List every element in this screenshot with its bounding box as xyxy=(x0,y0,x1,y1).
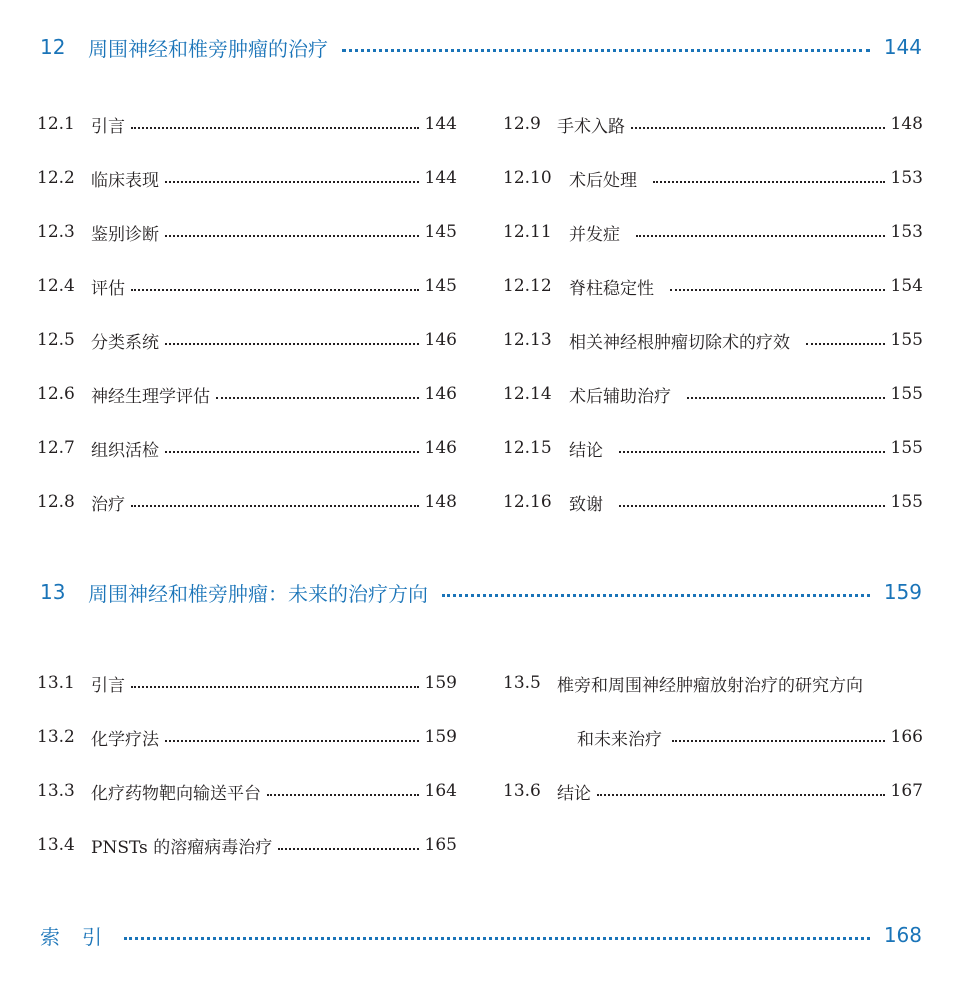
leader-dots xyxy=(165,740,419,742)
section-page: 145 xyxy=(424,222,457,242)
section-title: 相关神经根肿瘤切除术的疗效 xyxy=(569,332,790,353)
section-title: 致谢 xyxy=(569,494,603,515)
chapter-number: 13 xyxy=(40,580,66,604)
toc-entry-13-3[interactable] xyxy=(37,777,457,805)
section-title-line-1: 椎旁和周围神经肿瘤放射治疗的研究方向 xyxy=(557,675,863,696)
section-number: 13.1 xyxy=(37,673,75,693)
section-number: 13.3 xyxy=(37,781,75,801)
section-title: PNSTs 的溶瘤病毒治疗 xyxy=(91,837,273,858)
chapter-12-heading[interactable] xyxy=(40,32,922,62)
section-number: 12.6 xyxy=(37,384,75,404)
section-page: 148 xyxy=(890,114,923,134)
section-page: 154 xyxy=(890,276,923,296)
section-title: 鉴别诊断 xyxy=(91,224,159,245)
toc-entry-13-2[interactable] xyxy=(37,723,457,751)
leader-dots xyxy=(124,937,870,940)
leader-dots xyxy=(131,505,419,507)
leader-dots xyxy=(131,686,419,688)
section-title: 结论 xyxy=(557,783,591,804)
toc-entry-12-5[interactable] xyxy=(37,326,457,354)
section-number: 12.13 xyxy=(503,330,552,350)
section-page: 164 xyxy=(424,781,457,801)
section-number: 13.2 xyxy=(37,727,75,747)
section-page: 159 xyxy=(424,673,457,693)
index-title: 索引 xyxy=(40,924,124,949)
section-title: 引言 xyxy=(91,675,125,696)
section-number: 12.7 xyxy=(37,438,75,458)
section-title: 评估 xyxy=(91,278,125,299)
leader-dots xyxy=(619,505,885,507)
section-title: 术后处理 xyxy=(569,170,637,191)
chapter-13-heading[interactable] xyxy=(40,577,922,607)
toc-entry-12-1[interactable] xyxy=(37,110,457,138)
section-page: 146 xyxy=(424,438,457,458)
toc-entry-12-7[interactable] xyxy=(37,434,457,462)
section-number: 12.3 xyxy=(37,222,75,242)
section-page: 155 xyxy=(890,330,923,350)
chapter-number: 12 xyxy=(40,35,66,59)
section-number: 12.14 xyxy=(503,384,552,404)
chapter-page: 159 xyxy=(883,580,922,604)
section-title: 分类系统 xyxy=(91,332,159,353)
toc-entry-12-8[interactable] xyxy=(37,488,457,516)
leader-dots xyxy=(131,289,419,291)
section-title: 手术入路 xyxy=(557,116,625,137)
leader-dots xyxy=(687,397,885,399)
section-page: 159 xyxy=(424,727,457,747)
leader-dots xyxy=(597,794,885,796)
toc-entry-12-10[interactable] xyxy=(503,164,923,192)
toc-entry-13-5[interactable] xyxy=(503,669,923,697)
toc-entry-12-14[interactable] xyxy=(503,380,923,408)
toc-entry-12-3[interactable] xyxy=(37,218,457,246)
leader-dots xyxy=(442,594,870,597)
leader-dots xyxy=(619,451,885,453)
section-title: 治疗 xyxy=(91,494,125,515)
index-page: 168 xyxy=(883,923,922,947)
toc-entry-13-5-continued[interactable] xyxy=(577,723,923,751)
toc-entry-13-4[interactable] xyxy=(37,831,457,859)
section-title: 脊柱稳定性 xyxy=(569,278,654,299)
section-number: 12.16 xyxy=(503,492,552,512)
toc-entry-12-15[interactable] xyxy=(503,434,923,462)
section-page: 155 xyxy=(890,438,923,458)
toc-entry-12-2[interactable] xyxy=(37,164,457,192)
toc-entry-12-4[interactable] xyxy=(37,272,457,300)
leader-dots xyxy=(216,397,419,399)
section-page: 167 xyxy=(890,781,923,801)
section-number: 12.9 xyxy=(503,114,541,134)
section-page: 166 xyxy=(890,727,923,747)
toc-entry-12-9[interactable] xyxy=(503,110,923,138)
section-number: 13.5 xyxy=(503,673,541,693)
section-number: 12.4 xyxy=(37,276,75,296)
section-title-line-2: 和未来治疗 xyxy=(577,729,662,750)
section-number: 12.5 xyxy=(37,330,75,350)
toc-entry-13-1[interactable] xyxy=(37,669,457,697)
leader-dots xyxy=(165,343,419,345)
section-page: 144 xyxy=(424,114,457,134)
section-page: 146 xyxy=(424,384,457,404)
section-number: 12.2 xyxy=(37,168,75,188)
section-title: 术后辅助治疗 xyxy=(569,386,671,407)
toc-entry-13-6[interactable] xyxy=(503,777,923,805)
section-number: 12.10 xyxy=(503,168,552,188)
section-page: 144 xyxy=(424,168,457,188)
section-title: 并发症 xyxy=(569,224,620,245)
section-number: 12.11 xyxy=(503,222,552,242)
section-page: 145 xyxy=(424,276,457,296)
section-title: 结论 xyxy=(569,440,603,461)
section-title: 化疗药物靶向输送平台 xyxy=(91,783,261,804)
section-number: 12.12 xyxy=(503,276,552,296)
toc-entry-12-11[interactable] xyxy=(503,218,923,246)
section-number: 12.15 xyxy=(503,438,552,458)
toc-entry-12-6[interactable] xyxy=(37,380,457,408)
leader-dots xyxy=(267,794,419,796)
chapter-title: 周围神经和椎旁肿瘤：未来的治疗方向 xyxy=(88,581,428,606)
toc-entry-12-16[interactable] xyxy=(503,488,923,516)
section-page: 153 xyxy=(890,168,923,188)
leader-dots xyxy=(806,343,885,345)
leader-dots xyxy=(631,127,885,129)
leader-dots xyxy=(278,848,418,850)
section-number: 13.4 xyxy=(37,835,75,855)
section-page: 148 xyxy=(424,492,457,512)
toc-entry-12-12[interactable] xyxy=(503,272,923,300)
leader-dots xyxy=(342,49,870,52)
section-page: 165 xyxy=(424,835,457,855)
section-title: 化学疗法 xyxy=(91,729,159,750)
leader-dots xyxy=(131,127,419,129)
leader-dots xyxy=(670,289,885,291)
section-title: 临床表现 xyxy=(91,170,159,191)
chapter-page: 144 xyxy=(883,35,922,59)
section-page: 153 xyxy=(890,222,923,242)
leader-dots xyxy=(165,451,419,453)
section-title: 神经生理学评估 xyxy=(91,386,210,407)
leader-dots xyxy=(653,181,885,183)
section-title: 引言 xyxy=(91,116,125,137)
leader-dots xyxy=(165,235,419,237)
leader-dots xyxy=(672,740,885,742)
section-number: 13.6 xyxy=(503,781,541,801)
section-page: 146 xyxy=(424,330,457,350)
leader-dots xyxy=(636,235,885,237)
section-title: 组织活检 xyxy=(91,440,159,461)
index-heading[interactable] xyxy=(40,920,922,950)
section-number: 12.8 xyxy=(37,492,75,512)
chapter-title: 周围神经和椎旁肿瘤的治疗 xyxy=(88,36,328,61)
section-page: 155 xyxy=(890,384,923,404)
toc-entry-12-13[interactable] xyxy=(503,326,923,354)
section-number: 12.1 xyxy=(37,114,75,134)
section-page: 155 xyxy=(890,492,923,512)
leader-dots xyxy=(165,181,419,183)
